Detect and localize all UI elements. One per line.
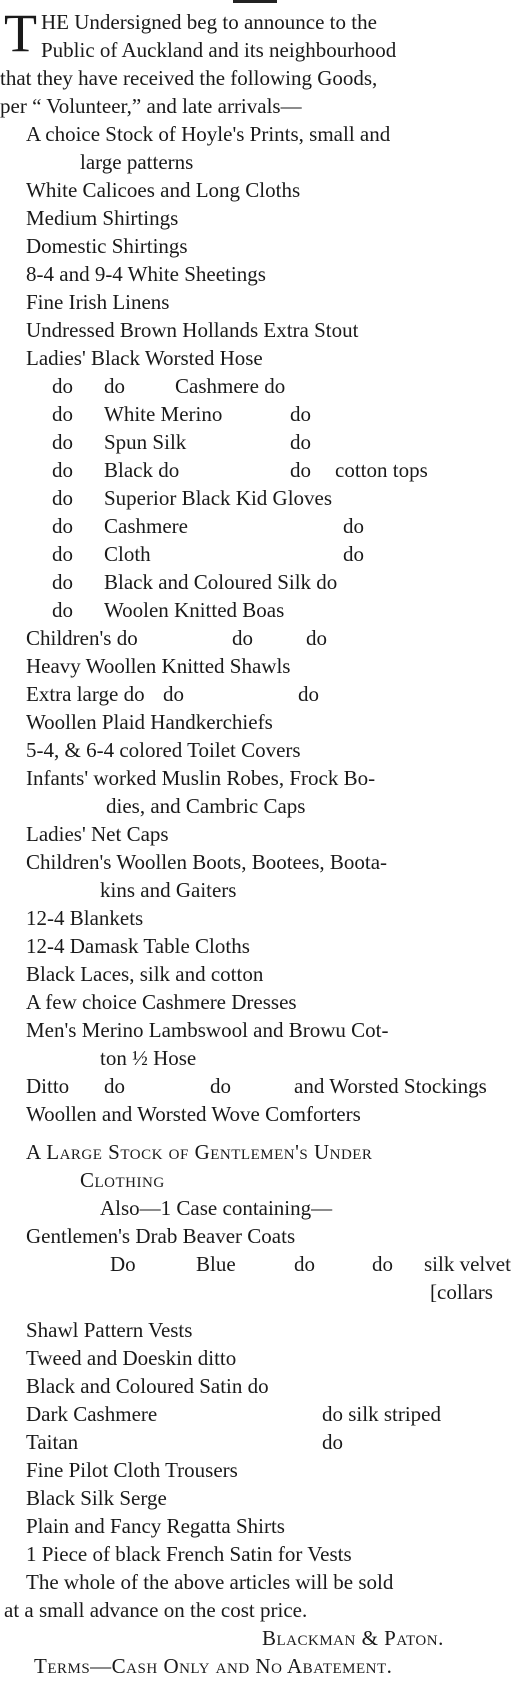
item-text: Superior Black Kid Gloves [104, 486, 333, 510]
item-text: Medium Shirtings [26, 206, 179, 230]
item-text: do [210, 1074, 231, 1098]
list-item [0, 232, 514, 260]
item-text: do [104, 1074, 125, 1098]
item-text: Blackman & Paton. [262, 1626, 444, 1650]
item-text: A few choice Cashmere Dresses [26, 990, 297, 1014]
list-item [0, 596, 514, 624]
item-text: Ladies' Black Worsted Hose [26, 346, 263, 370]
item-text: A Large Stock of Gentlemen's Under [26, 1140, 373, 1164]
list-item [0, 1624, 514, 1652]
item-text: Plain and Fancy Regatta Shirts [26, 1514, 285, 1538]
item-text: Dark Cashmere [26, 1402, 158, 1426]
list-item [0, 904, 514, 932]
item-text: Ladies' Net Caps [26, 822, 169, 846]
intro-paragraph [0, 3, 509, 120]
list-item [0, 540, 514, 568]
list-item [0, 1484, 514, 1512]
item-text: do [52, 598, 73, 622]
item-text: and Worsted Stockings [294, 1074, 487, 1098]
item-text: Also—1 Case containing— [100, 1196, 333, 1220]
list-item [0, 1250, 514, 1278]
list-item [0, 1278, 514, 1306]
item-text: Children's do [26, 626, 138, 650]
item-text: Domestic Shirtings [26, 234, 188, 258]
item-text: Gentlemen's Drab Beaver Coats [26, 1224, 296, 1248]
item-text: Fine Pilot Cloth Trousers [26, 1458, 238, 1482]
item-text: [collars [430, 1280, 493, 1304]
list-item [0, 680, 514, 708]
item-text: Do [110, 1252, 136, 1276]
goods-list [0, 120, 514, 1680]
item-text: Black do [104, 458, 180, 482]
item-text: Children's Woollen Boots, Bootees, Boota- [26, 850, 388, 874]
item-text: do [290, 430, 311, 454]
item-text: do [52, 570, 73, 594]
list-item [0, 1166, 514, 1194]
item-text: do [290, 402, 311, 426]
list-item [0, 1194, 514, 1222]
list-item [0, 652, 514, 680]
list-item [0, 372, 514, 400]
list-item [0, 400, 514, 428]
list-item [0, 1100, 514, 1128]
spacer [0, 1128, 514, 1138]
list-item [0, 1596, 514, 1624]
list-item [0, 1568, 514, 1596]
item-text: large patterns [80, 150, 194, 174]
item-text: Woollen and Worsted Wove Comforters [26, 1102, 361, 1126]
item-text: do silk striped [322, 1402, 441, 1426]
list-item [0, 288, 514, 316]
list-item [0, 960, 514, 988]
list-item [0, 428, 514, 456]
item-text: White Merino [104, 402, 223, 426]
list-item [0, 820, 514, 848]
item-text: Undressed Brown Hollands Extra Stout [26, 318, 359, 342]
item-text: do [52, 402, 73, 426]
item-text: 12-4 Damask Table Cloths [26, 934, 250, 958]
list-item [0, 1222, 514, 1250]
item-text: cotton tops [335, 458, 428, 482]
list-item [0, 120, 514, 148]
item-text: do [294, 1252, 315, 1276]
item-text: ton ½ Hose [100, 1046, 197, 1070]
list-item [0, 876, 514, 904]
item-text: Men's Merino Lambswool and Browu Cot- [26, 1018, 389, 1042]
item-text: do [163, 682, 184, 706]
item-text: do [343, 514, 364, 538]
item-text: Cashmere [104, 514, 188, 538]
item-text: 1 Piece of black French Satin for Vests [26, 1542, 352, 1566]
list-item [0, 176, 514, 204]
item-text: Clothing [80, 1168, 165, 1192]
item-text: 8-4 and 9-4 White Sheetings [26, 262, 266, 286]
list-item [0, 1316, 514, 1344]
item-text: A choice Stock of Hoyle's Prints, small and [26, 122, 391, 146]
item-text: do [372, 1252, 393, 1276]
item-text: do [343, 542, 364, 566]
item-text: White Calicoes and Long Cloths [26, 178, 301, 202]
list-item [0, 512, 514, 540]
item-text: 12-4 Blankets [26, 906, 144, 930]
list-item [0, 1044, 514, 1072]
item-text: Terms—Cash Only and No Abatement. [34, 1654, 393, 1678]
item-text: do [52, 458, 73, 482]
intro-line: HE Undersigned beg to announce to the [41, 10, 377, 34]
list-item [0, 708, 514, 736]
item-text: do [52, 430, 73, 454]
list-item [0, 792, 514, 820]
list-item [0, 1016, 514, 1044]
item-text: The whole of the above articles will be sold [26, 1570, 394, 1594]
item-text: 5-4, & 6-4 colored Toilet Covers [26, 738, 301, 762]
list-item [0, 456, 514, 484]
list-item [0, 1072, 514, 1100]
item-text: Fine Irish Linens [26, 290, 170, 314]
spacer [0, 1306, 514, 1316]
list-item [0, 204, 514, 232]
list-item [0, 1400, 514, 1428]
item-text: do [290, 458, 311, 482]
list-item [0, 1344, 514, 1372]
item-text: do [298, 682, 319, 706]
item-text: do [232, 626, 253, 650]
item-text: silk velvet [424, 1252, 511, 1276]
item-text: do [306, 626, 327, 650]
list-item [0, 848, 514, 876]
item-text: Black and Coloured Silk do [104, 570, 338, 594]
item-text: Cashmere do [175, 374, 286, 398]
item-text: do [52, 542, 73, 566]
item-text: Woollen Plaid Handkerchiefs [26, 710, 273, 734]
drop-cap: T [4, 3, 37, 63]
item-text: Black and Coloured Satin do [26, 1374, 269, 1398]
list-item [0, 1428, 514, 1456]
item-text: Woolen Knitted Boas [104, 598, 285, 622]
item-text: Tweed and Doeskin ditto [26, 1346, 237, 1370]
list-item [0, 1456, 514, 1484]
item-text: dies, and Cambric Caps [106, 794, 306, 818]
item-text: Black Laces, silk and cotton [26, 962, 264, 986]
item-text: do [52, 514, 73, 538]
item-text: Heavy Woollen Knitted Shawls [26, 654, 291, 678]
list-item [0, 1652, 514, 1680]
item-text: Cloth [104, 542, 151, 566]
item-text: kins and Gaiters [100, 878, 237, 902]
list-item [0, 568, 514, 596]
item-text: Taitan [26, 1430, 79, 1454]
item-text: do [52, 486, 73, 510]
item-text: Shawl Pattern Vests [26, 1318, 193, 1342]
item-text: Ditto [26, 1074, 70, 1098]
list-item [0, 260, 514, 288]
item-text: at a small advance on the cost price. [4, 1598, 308, 1622]
item-text: Blue [196, 1252, 236, 1276]
list-item [0, 316, 514, 344]
item-text: Spun Silk [104, 430, 187, 454]
intro-line: that they have received the following Goods, [0, 66, 378, 90]
list-item [0, 1540, 514, 1568]
list-item [0, 764, 514, 792]
list-item [0, 1372, 514, 1400]
top-rule [233, 0, 277, 3]
list-item [0, 1138, 514, 1166]
list-item [0, 932, 514, 960]
item-text: Infants' worked Muslin Robes, Frock Bo- [26, 766, 376, 790]
list-item [0, 1512, 514, 1540]
item-text: Black Silk Serge [26, 1486, 167, 1510]
list-item [0, 484, 514, 512]
item-text: do [104, 374, 125, 398]
list-item [0, 988, 514, 1016]
item-text: Extra large do [26, 682, 145, 706]
item-text: do [322, 1430, 343, 1454]
list-item [0, 344, 514, 372]
list-item [0, 624, 514, 652]
intro-line: Public of Auckland and its neighbourhood [41, 38, 397, 62]
list-item [0, 736, 514, 764]
intro-line: per “ Volunteer,” and late arrivals— [0, 94, 302, 118]
list-item [0, 148, 514, 176]
item-text: do [52, 374, 73, 398]
